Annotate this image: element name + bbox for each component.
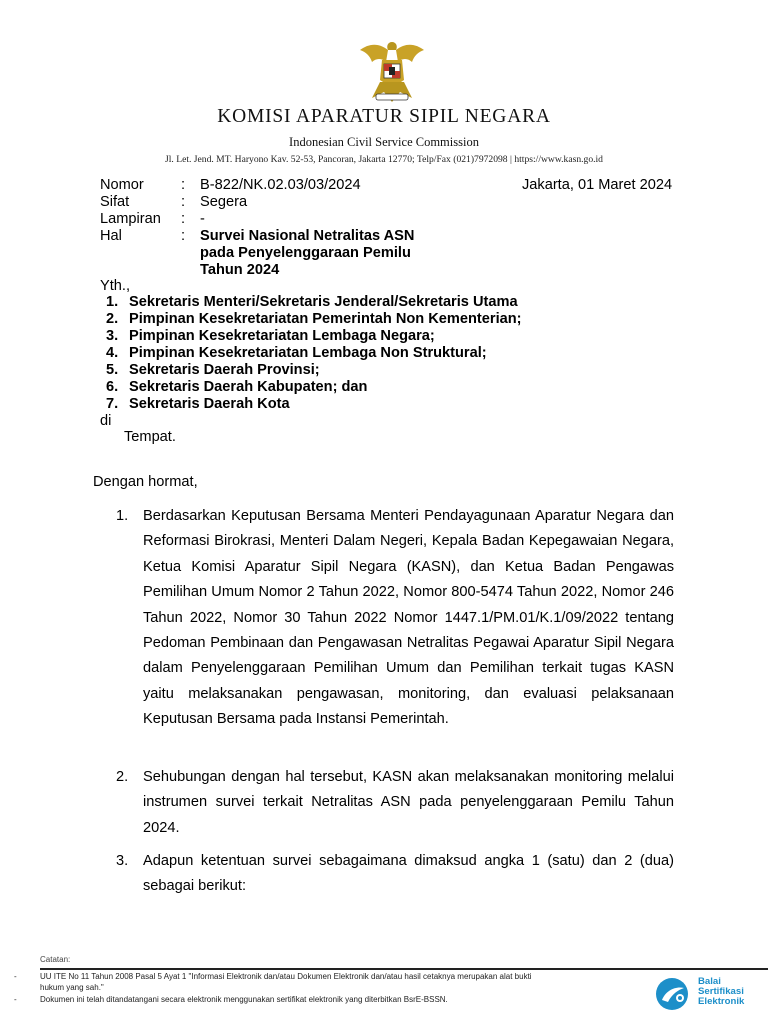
hal-value-line2: pada Penyelenggaraan Pemilu <box>200 245 411 261</box>
paragraph-number: 3. <box>116 853 129 869</box>
hal-label: Hal <box>100 228 122 244</box>
recipient-item <box>106 294 518 310</box>
sifat-value: Segera <box>200 194 248 210</box>
recipient-item <box>106 311 522 327</box>
lampiran-value: - <box>200 211 205 227</box>
recipient-number: 6. <box>106 379 119 395</box>
bsre-logo-icon <box>654 976 694 1012</box>
note-text: UU ITE No 11 Tahun 2008 Pasal 5 Ayat 1 "Informasi Elektronik dan/atau Dokumen Elektronik dan/atau hasil cetaknya merupakan alat bukti <box>40 972 532 981</box>
tempat-label: Tempat. <box>124 429 176 445</box>
paragraph-text: Berdasarkan Keputusan Bersama Menteri Pendayagunaan Aparatur Negara dan Reformasi Birokrasi, Menteri Dalam Negeri, Kepala Badan Kepegawaian Negara, Ketua Komisi Aparatur Sipil Negara (KASN), dan Ketua Badan Pengawas Pemilihan Umum Nomor 2 Tahun 2022, Nomor 800-5474 Tahun 2022, Nomor 246 Tahun 2022, Nomor 30 Tahun 2022 Nomor 1447.1/PM.01/K.1/09/2022 tentang Pedoman Pembinaan dan Pengawasan Netralitas Pegawai Aparatur Sipil Negara dalam Penyelenggaraan Pemilihan Umum dan Pemilihan terkait tugas KASN yaitu melaksanakan pengawasan, monitoring, dan evaluasi pelaksanaan Keputusan Bersama pada Instansi Pemerintah. <box>143 508 674 728</box>
note-text: Dokumen ini telah ditandatangani secara elektronik menggunakan sertifikat elektronik yang diterbitkan BsrE-BSSN. <box>40 995 448 1004</box>
organization-name: KOMISI APARATUR SIPIL NEGARA <box>217 106 551 127</box>
footer-divider <box>40 968 768 970</box>
recipient-number: 5. <box>106 362 119 378</box>
di-label: di <box>100 413 112 429</box>
garuda-emblem-icon <box>358 38 426 106</box>
organization-subtitle: Indonesian Civil Service Commission <box>289 135 479 149</box>
recipient-text: Pimpinan Kesekretariatan Pemerintah Non Kementerian; <box>129 311 522 327</box>
recipient-item <box>106 379 367 395</box>
recipient-text: Pimpinan Kesekretariatan Lembaga Non Struktural; <box>129 345 487 361</box>
recipient-text: Sekretaris Daerah Kota <box>129 396 290 412</box>
paragraph-text: Adapun ketentuan survei sebagaimana dimaksud angka 1 (satu) dan 2 (dua) sebagai berikut: <box>143 853 674 895</box>
recipient-text: Pimpinan Kesekretariatan Lembaga Negara; <box>129 328 435 344</box>
organization-address: Jl. Let. Jend. MT. Haryono Kav. 52-53, Pancoran, Jakarta 12770; Telp/Fax (021)7972098 | https://www.kasn.go.id <box>165 154 603 165</box>
recipient-item <box>106 396 290 412</box>
recipient-text: Sekretaris Daerah Provinsi; <box>129 362 320 378</box>
paragraph-text: Sehubungan dengan hal tersebut, KASN akan melaksanakan monitoring melalui instrumen survei terkait Netralitas ASN pada penyelenggaraan Pemilu Tahun 2024. <box>143 769 674 836</box>
footer-note <box>14 994 448 1005</box>
hal-value-line1: Survei Nasional Netralitas ASN <box>200 228 415 244</box>
footer-note-continuation <box>40 982 104 993</box>
bsre-logo-text <box>698 977 744 1007</box>
recipient-number: 2. <box>106 311 119 327</box>
hal-value-line3: Tahun 2024 <box>200 262 280 278</box>
note-dash: - <box>14 972 17 981</box>
bsre-text-line: Balai <box>698 976 721 987</box>
footer-notes-label: Catatan: <box>40 955 71 964</box>
paragraph-number: 1. <box>116 508 129 524</box>
footer-note <box>14 971 532 982</box>
nomor-value: B-822/NK.02.03/03/2024 <box>200 177 361 193</box>
colon: : <box>181 194 186 210</box>
nomor-label: Nomor <box>100 177 144 193</box>
sifat-label: Sifat <box>100 194 130 210</box>
recipient-item <box>106 345 487 361</box>
colon: : <box>181 211 186 227</box>
recipient-number: 3. <box>106 328 119 344</box>
paragraph-number: 2. <box>116 769 129 785</box>
colon: : <box>181 228 186 244</box>
colon: : <box>181 177 186 193</box>
letter-date: Jakarta, 01 Maret 2024 <box>522 177 673 193</box>
recipient-number: 4. <box>106 345 119 361</box>
recipient-number: 7. <box>106 396 119 412</box>
note-text: hukum yang sah." <box>40 983 104 992</box>
bsre-text-line: Sertifikasi <box>698 986 744 997</box>
yth-label: Yth., <box>100 278 131 294</box>
note-dash: - <box>14 995 17 1004</box>
recipient-item <box>106 328 435 344</box>
recipient-item <box>106 362 320 378</box>
recipient-text: Sekretaris Daerah Kabupaten; dan <box>129 379 368 395</box>
greeting: Dengan hormat, <box>93 474 198 490</box>
recipient-text: Sekretaris Menteri/Sekretaris Jenderal/Sekretaris Utama <box>129 294 518 310</box>
bsre-text-line: Elektronik <box>698 996 745 1007</box>
recipient-number: 1. <box>106 294 119 310</box>
lampiran-label: Lampiran <box>100 211 161 227</box>
